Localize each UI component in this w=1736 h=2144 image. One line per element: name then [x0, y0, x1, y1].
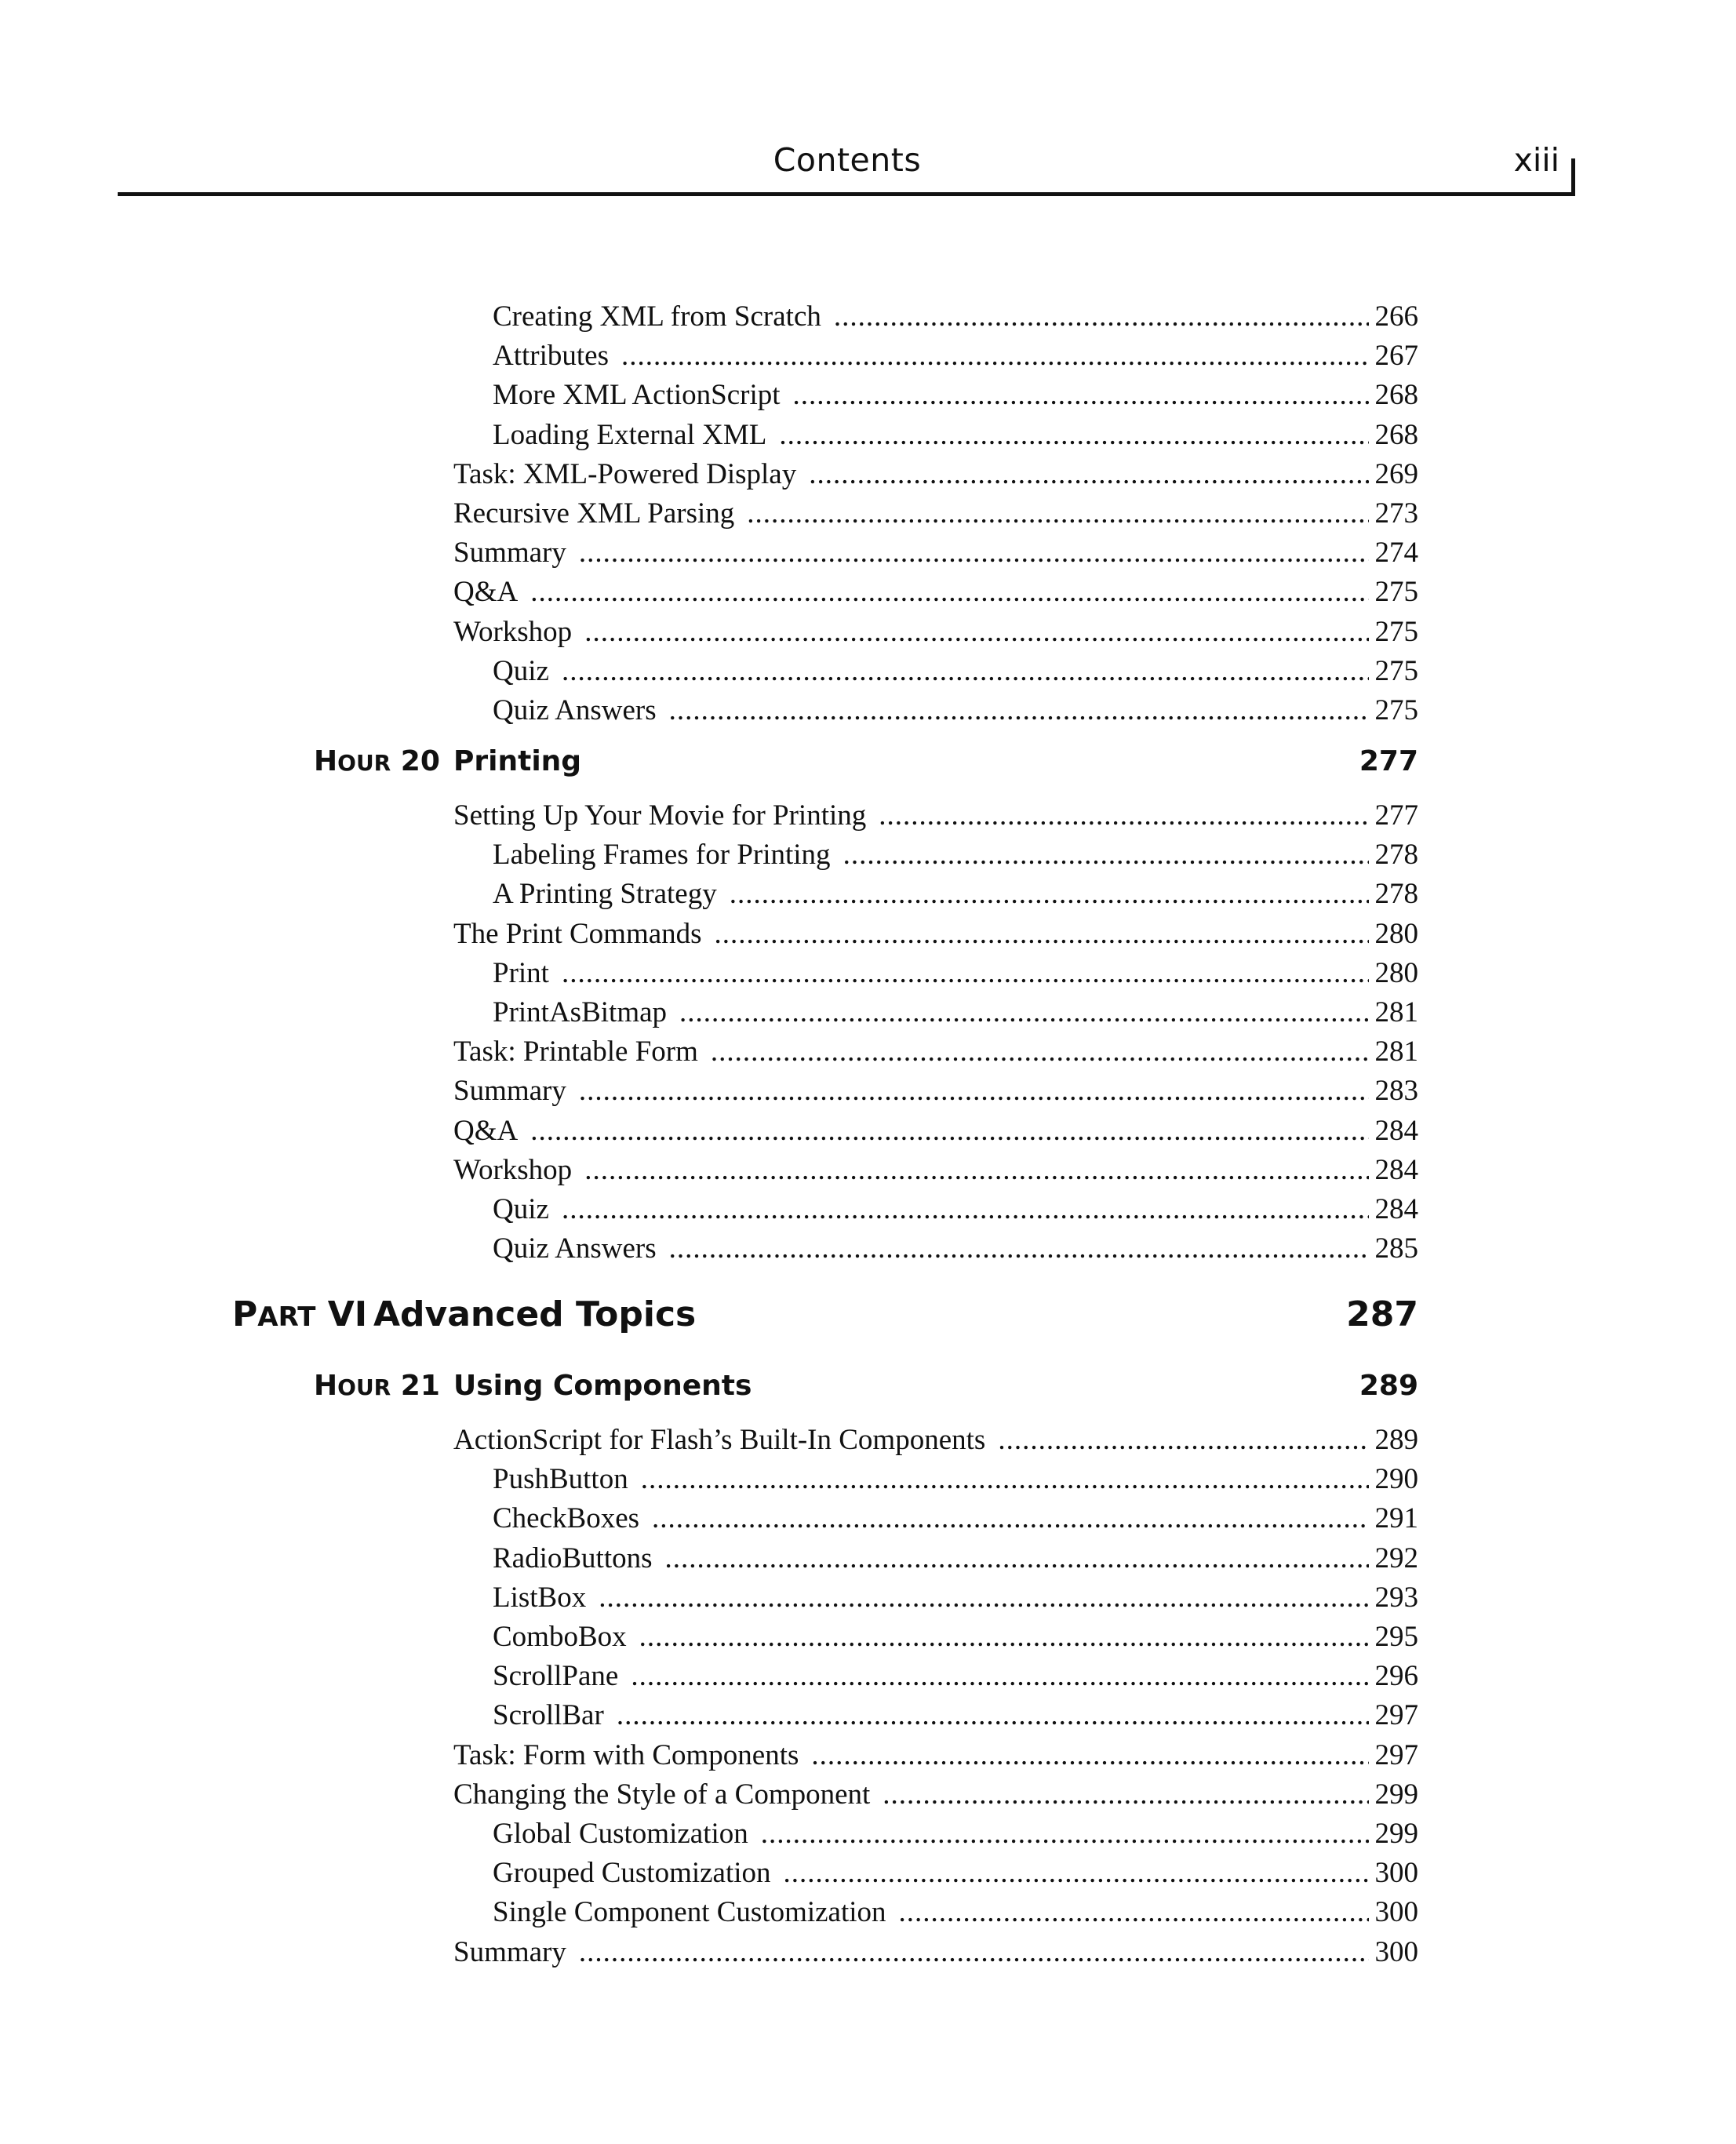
part-label: PART VI [232, 1294, 368, 1334]
hour-page: 277 [1359, 745, 1418, 777]
toc-entry-label: Task: XML-Powered Display [453, 457, 797, 490]
toc-entry-page: 268 [1374, 418, 1418, 451]
toc-entry-label: PushButton [493, 1463, 628, 1496]
toc-entry-page: 297 [1374, 1738, 1418, 1771]
toc-entry-page: 297 [1374, 1699, 1418, 1732]
toc-entry [493, 1502, 1418, 1541]
toc-entry-label: ActionScript for Flash’s Built-In Components [453, 1424, 986, 1456]
toc-entry-page: 295 [1374, 1621, 1418, 1653]
toc-entry-label: Q&A [453, 1114, 519, 1147]
dot-leader [599, 1581, 1368, 1614]
toc-entry-label: Quiz Answers [493, 1232, 657, 1265]
toc-entry [493, 1232, 1418, 1271]
toc-entry [493, 1895, 1418, 1935]
dot-leader [711, 1035, 1369, 1068]
header-tick [1571, 158, 1575, 196]
dot-leader [747, 497, 1368, 530]
dot-leader [562, 1192, 1369, 1226]
toc-entry [453, 1035, 1418, 1074]
toc-entry-label: RadioButtons [493, 1542, 653, 1574]
toc-entry-page: 278 [1374, 839, 1418, 872]
part-title: Advanced Topics [373, 1294, 697, 1334]
toc-entry-page: 267 [1374, 340, 1418, 373]
toc-entry [493, 300, 1418, 339]
toc-entry [453, 457, 1418, 497]
dot-leader [715, 917, 1369, 951]
toc-entry [453, 615, 1418, 654]
hour-title: Using Components [453, 1370, 752, 1402]
toc-entry-page: 300 [1374, 1896, 1418, 1929]
dot-leader [562, 654, 1369, 688]
toc-entry-label: Labeling Frames for Printing [493, 839, 831, 872]
toc-entry [493, 1462, 1418, 1502]
dot-leader [652, 1502, 1368, 1535]
toc-entry-page: 299 [1374, 1818, 1418, 1850]
dot-leader [879, 799, 1368, 832]
toc-entry-page: 289 [1374, 1424, 1418, 1456]
toc-entry-page: 300 [1374, 1935, 1418, 1968]
toc-entry-label: Global Customization [493, 1818, 748, 1850]
toc-entry [453, 1935, 1418, 1975]
toc-entry-label: ListBox [493, 1581, 587, 1614]
dot-leader [641, 1462, 1369, 1496]
dot-leader [784, 1856, 1369, 1890]
header-rule [118, 192, 1575, 196]
dot-leader [843, 838, 1369, 872]
toc-entry-page: 300 [1374, 1857, 1418, 1890]
hour-label: HOUR 21 [314, 1370, 440, 1402]
toc-entry-page: 296 [1374, 1660, 1418, 1693]
hour-label: HOUR 20 [314, 745, 440, 777]
dot-leader [834, 300, 1369, 333]
toc-entry [493, 1817, 1418, 1856]
toc-entry-label: Single Component Customization [493, 1896, 886, 1929]
toc-entry [493, 1856, 1418, 1895]
toc-entry-label: Workshop [453, 615, 573, 648]
toc-entry-page: 275 [1374, 694, 1418, 726]
toc-entry-page: 275 [1374, 654, 1418, 687]
toc-entry [493, 877, 1418, 916]
hour-title: Printing [453, 745, 582, 777]
toc-entry-label: Quiz Answers [493, 694, 657, 726]
toc-entry-page: 280 [1374, 917, 1418, 950]
toc-entry-label: ScrollPane [493, 1660, 619, 1693]
toc-entry [493, 378, 1418, 417]
toc-entry-page: 273 [1374, 497, 1418, 530]
dot-leader [584, 1153, 1368, 1187]
toc-entry-label: Setting Up Your Movie for Printing [453, 799, 867, 832]
toc-entry-page: 284 [1374, 1114, 1418, 1147]
toc-entry-label: Quiz [493, 1193, 549, 1225]
hour-20-heading [314, 745, 1418, 789]
toc-entry-label: Creating XML from Scratch [493, 300, 821, 333]
dot-leader [562, 956, 1369, 990]
toc-entry-label: Loading External XML [493, 418, 767, 451]
dot-leader [617, 1698, 1369, 1732]
toc-entry-page: 299 [1374, 1778, 1418, 1811]
toc-entry [453, 1153, 1418, 1192]
dot-leader [793, 378, 1369, 412]
dot-leader [530, 575, 1368, 609]
toc-entry [493, 1698, 1418, 1738]
toc-entry-label: Summary [453, 1935, 566, 1968]
toc-entry-label: Task: Form with Components [453, 1738, 799, 1771]
toc-entry-label: Changing the Style of a Component [453, 1778, 871, 1811]
page-header [118, 141, 1577, 196]
toc-entry-label: Recursive XML Parsing [453, 497, 735, 530]
toc-entry [453, 575, 1418, 614]
toc-entry-page: 284 [1374, 1153, 1418, 1186]
toc-entry-page: 293 [1374, 1581, 1418, 1614]
toc-entry [453, 497, 1418, 536]
toc-entry-label: PrintAsBitmap [493, 996, 668, 1028]
part-page: 287 [1346, 1294, 1418, 1334]
hour-page: 289 [1359, 1370, 1418, 1402]
dot-leader [899, 1895, 1369, 1929]
dot-leader [811, 1738, 1368, 1772]
toc-entry-page: 281 [1374, 996, 1418, 1028]
dot-leader [730, 877, 1369, 911]
dot-leader [530, 1114, 1368, 1148]
toc-entry-page: 274 [1374, 537, 1418, 570]
dot-leader [761, 1817, 1369, 1851]
dot-leader [998, 1423, 1368, 1457]
toc-entry-page: 266 [1374, 300, 1418, 333]
toc-entry-page: 268 [1374, 379, 1418, 412]
toc-entry-page: 291 [1374, 1502, 1418, 1535]
toc-entry-page: 275 [1374, 615, 1418, 648]
toc-entry [493, 1542, 1418, 1581]
toc-entry-label: A Printing Strategy [493, 878, 717, 911]
toc-entry-page: 275 [1374, 576, 1418, 609]
toc-entry [493, 654, 1418, 693]
toc-entry-page: 290 [1374, 1463, 1418, 1496]
toc-entry [453, 1778, 1418, 1817]
toc-entry [493, 339, 1418, 378]
toc-entry-label: Summary [453, 1075, 566, 1108]
hour-21-heading [314, 1370, 1418, 1414]
toc-entry-page: 278 [1374, 878, 1418, 911]
toc-entry-label: More XML ActionScript [493, 379, 781, 412]
toc-entry-label: Grouped Customization [493, 1857, 771, 1890]
toc-entry [493, 418, 1418, 457]
dot-leader [621, 339, 1369, 373]
dot-leader [669, 1232, 1369, 1265]
toc-entry-page: 284 [1374, 1193, 1418, 1225]
toc-entry-page: 269 [1374, 457, 1418, 490]
toc-entry-label: Print [493, 956, 549, 989]
toc-entry-label: The Print Commands [453, 917, 702, 950]
dot-leader [669, 693, 1369, 727]
part-6-heading [232, 1294, 1418, 1346]
dot-leader [579, 536, 1369, 570]
toc-entry-label: Task: Printable Form [453, 1036, 698, 1068]
dot-leader [639, 1620, 1369, 1654]
toc-entry-label: CheckBoxes [493, 1502, 640, 1535]
toc-entry-page: 281 [1374, 1036, 1418, 1068]
toc-entry [493, 1192, 1418, 1232]
toc-entry-label: Workshop [453, 1153, 573, 1186]
toc-entry-page: 285 [1374, 1232, 1418, 1265]
toc-entry [493, 1620, 1418, 1659]
toc-entry [493, 1581, 1418, 1620]
toc-entry [453, 917, 1418, 956]
toc-entry-page: 283 [1374, 1075, 1418, 1108]
toc-entry [453, 799, 1418, 838]
toc-entry-label: Attributes [493, 340, 609, 373]
dot-leader [579, 1074, 1369, 1108]
dot-leader [883, 1778, 1368, 1811]
dot-leader [779, 418, 1368, 452]
toc-entry-label: ComboBox [493, 1621, 627, 1653]
toc-entry [493, 1659, 1418, 1698]
toc-entry [493, 996, 1418, 1035]
dot-leader [631, 1659, 1368, 1693]
toc-entry-page: 280 [1374, 956, 1418, 989]
page-number: xiii [1513, 141, 1559, 179]
toc-entry [493, 693, 1418, 733]
toc-entry-label: ScrollBar [493, 1699, 604, 1732]
toc-entry [453, 1074, 1418, 1113]
toc-entry [453, 1423, 1418, 1462]
dot-leader [809, 457, 1368, 491]
dot-leader [665, 1542, 1369, 1575]
running-head-title: Contents [773, 141, 922, 179]
toc-entry [493, 956, 1418, 996]
dot-leader [679, 996, 1368, 1029]
toc-entry-page: 277 [1374, 799, 1418, 832]
toc-entry [453, 1114, 1418, 1153]
toc-entry [493, 838, 1418, 877]
dot-leader [579, 1935, 1369, 1969]
toc-entry-label: Summary [453, 537, 566, 570]
dot-leader [584, 615, 1368, 649]
toc-entry-label: Quiz [493, 654, 549, 687]
toc-entry-page: 292 [1374, 1542, 1418, 1574]
toc-entry-label: Q&A [453, 576, 519, 609]
toc-entry [453, 536, 1418, 575]
toc-entry [453, 1738, 1418, 1778]
